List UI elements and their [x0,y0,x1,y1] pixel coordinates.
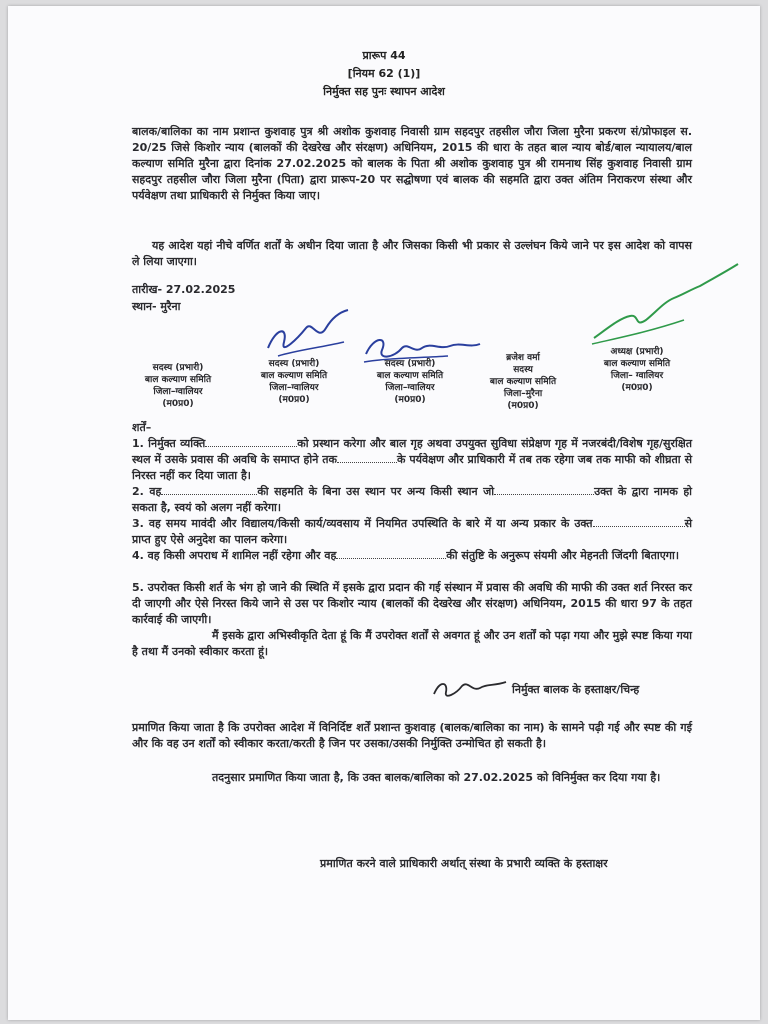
condition-5: 5. उपरोक्त किसी शर्त के भंग हो जाने की स्थिति में इसके द्वारा प्रदान की गई संस्थान में प्रवास की अवधि की माफी की उक्त शर्त निरस्त कर दी जाएगी और ऐसे निरस्त किये जाने से उस पर किशोर न्याय (बालकों की देखरेख और संरक्षण) अधिनियम, 2015 की धारा 97 के तहत कार्रवाई की जाएगी। [132,581,692,626]
signatory-1: सदस्य (प्रभारी) बाल कल्याण समिति जिला–ग्वालियर (म0प्र0) [144,363,212,409]
form-number: प्रारूप 44 [362,49,406,62]
chairperson-signature [588,258,748,350]
acknowledgement: मैं इसके द्वारा अभिस्वीकृति देता हूं कि मैं उपरोक्त शर्तों से अवगत हूं और उन शर्तों को पढ़ा गया और मुझे स्पष्ट किया गया है तथा मैं उनको स्वीकार करता हूं। [132,629,692,658]
document-page [8,6,760,1020]
condition-paragraph: यह आदेश यहां नीचे वर्णित शर्तों के अधीन दिया जाता है और जिसका किसी भी प्रकार से उल्लंघन किये जाने पर इस आदेश को वापस ले लिया जाएगा। [132,239,692,268]
release-date: 27.02.2025 [463,771,534,784]
member-signature-1 [258,298,358,364]
certification-paragraph: प्रमाणित किया जाता है कि उपरोक्त आदेश में विनिर्दिष्ट शर्तें प्रशान्त कुशवाह (बालक/बालिका का नाम) के सामने पढ़ी गई और स्पष्ट की गई और कि वह उन शर्तों को स्वीकार करता/करती है जिन पर उसका/उसकी निर्मुक्ति उन्मोचित हो सकती है। [132,721,692,750]
intro-paragraph: बालक/बालिका का नाम प्रशान्त कुशवाह पुत्र श्री अशोक कुशवाह निवासी ग्राम सहदपुर तहसील जौरा जिला मुरैना प्रकरण सं/प्रोफाइल स. 20/25 जिसे किशोर न्याय (बालकों की देखरेख और संरक्षण) अधिनियम, 2015 की धारा के तहत बाल न्याय बोर्ड/बाल न्यायालय/बाल कल्याण समिति मुरैना द्वारा दिनांक 27.02.2025 को बालक के पिता श्री अशोक कुशवाह पुत्र श्री रामनाथ सिंह कुशवाह निवासी ग्राम सहदपुर तहसील जौरा जिला मुरैना (पिता) द्वारा प्रारूप-20 पर सद्घोषणा एवं बालक की सहमति द्वारा उक्त अंतिम निराकरण संस्था और पर्यवेक्षण तथा प्राधिकारी से निर्मुक्त किया जाए। [132,125,692,202]
condition-4: 4. वह किसी अपराध में शामिल नहीं रहेगा और वह की संतुष्टि के अनुरूप संयमी और मेहनती जिंदगी बिताएगा। [132,549,680,562]
authority-signature-label: प्रमाणित करने वाले प्राधिकारी अर्थात् संस्था के प्रभारी व्यक्ति के हस्ताक्षर [320,857,608,870]
child-signature-label: निर्मुक्त बालक के हस्ताक्षर/चिन्ह [512,683,640,696]
signatory-4: ब्रजेश वर्मा सदस्य बाल कल्याण समिति जिला–मुरैना (म0प्र0) [489,353,557,411]
signatory-2: सदस्य (प्रभारी) बाल कल्याण समिति जिला–ग्वालियर (म0प्र0) [260,359,328,405]
child-signature [428,674,512,704]
conditions-heading: शर्तें– [132,421,152,434]
rule-number: [नियम 62 (1)] [347,67,421,80]
signatory-5: अध्यक्ष (प्रभारी) बाल कल्याण समिति जिला– ग्वालियर (म0प्र0) [603,347,671,393]
signatory-3: सदस्य (प्रभारी) बाल कल्याण समिति जिला–ग्वालियर (म0प्र0) [376,359,444,405]
release-statement: तदनुसार प्रमाणित किया जाता है, कि उक्त बालक/बालिका को 27.02.2025 को विनिर्मुक्त कर दिया गया है। [212,771,661,784]
condition-3: 3. वह समय मावंदी और विद्यालय/किसी कार्य/व्यवसाय में नियमित उपस्थिति के बारे में या अन्य प्रकार के उक्त से प्राप्त हुए ऐसे अनुदेश का पालन करेगा। [132,517,692,546]
place-line: स्थान- मुरैना [132,300,181,313]
condition-2: 2. वह की सहमति के बिना उस स्थान पर अन्य किसी स्थान जो उक्त के द्वारा नामक हो सकता है, स्वयं को अलग नहीं करेगा। [132,485,693,514]
condition-1: 1. निर्मुक्त व्यक्ति को प्रस्थान करेगा और बाल गृह अथवा उपयुक्त सुविधा संप्रेक्षण गृह में नजरबंदी/विशेष गृह/सुरक्षित स्थल में उसके प्रवास की अवधि के समाप्त होने तक के पर्यवेक्षण और प्राधिकारी में तब तक रहेगा जब तक माफी को शीघ्रता से निरस्त नहीं कर दिया जाता है। [132,437,693,482]
date-line: तारीख- 27.02.2025 [132,283,236,296]
document-title: निर्मुक्त सह पुनः स्थापन आदेश [323,85,445,98]
